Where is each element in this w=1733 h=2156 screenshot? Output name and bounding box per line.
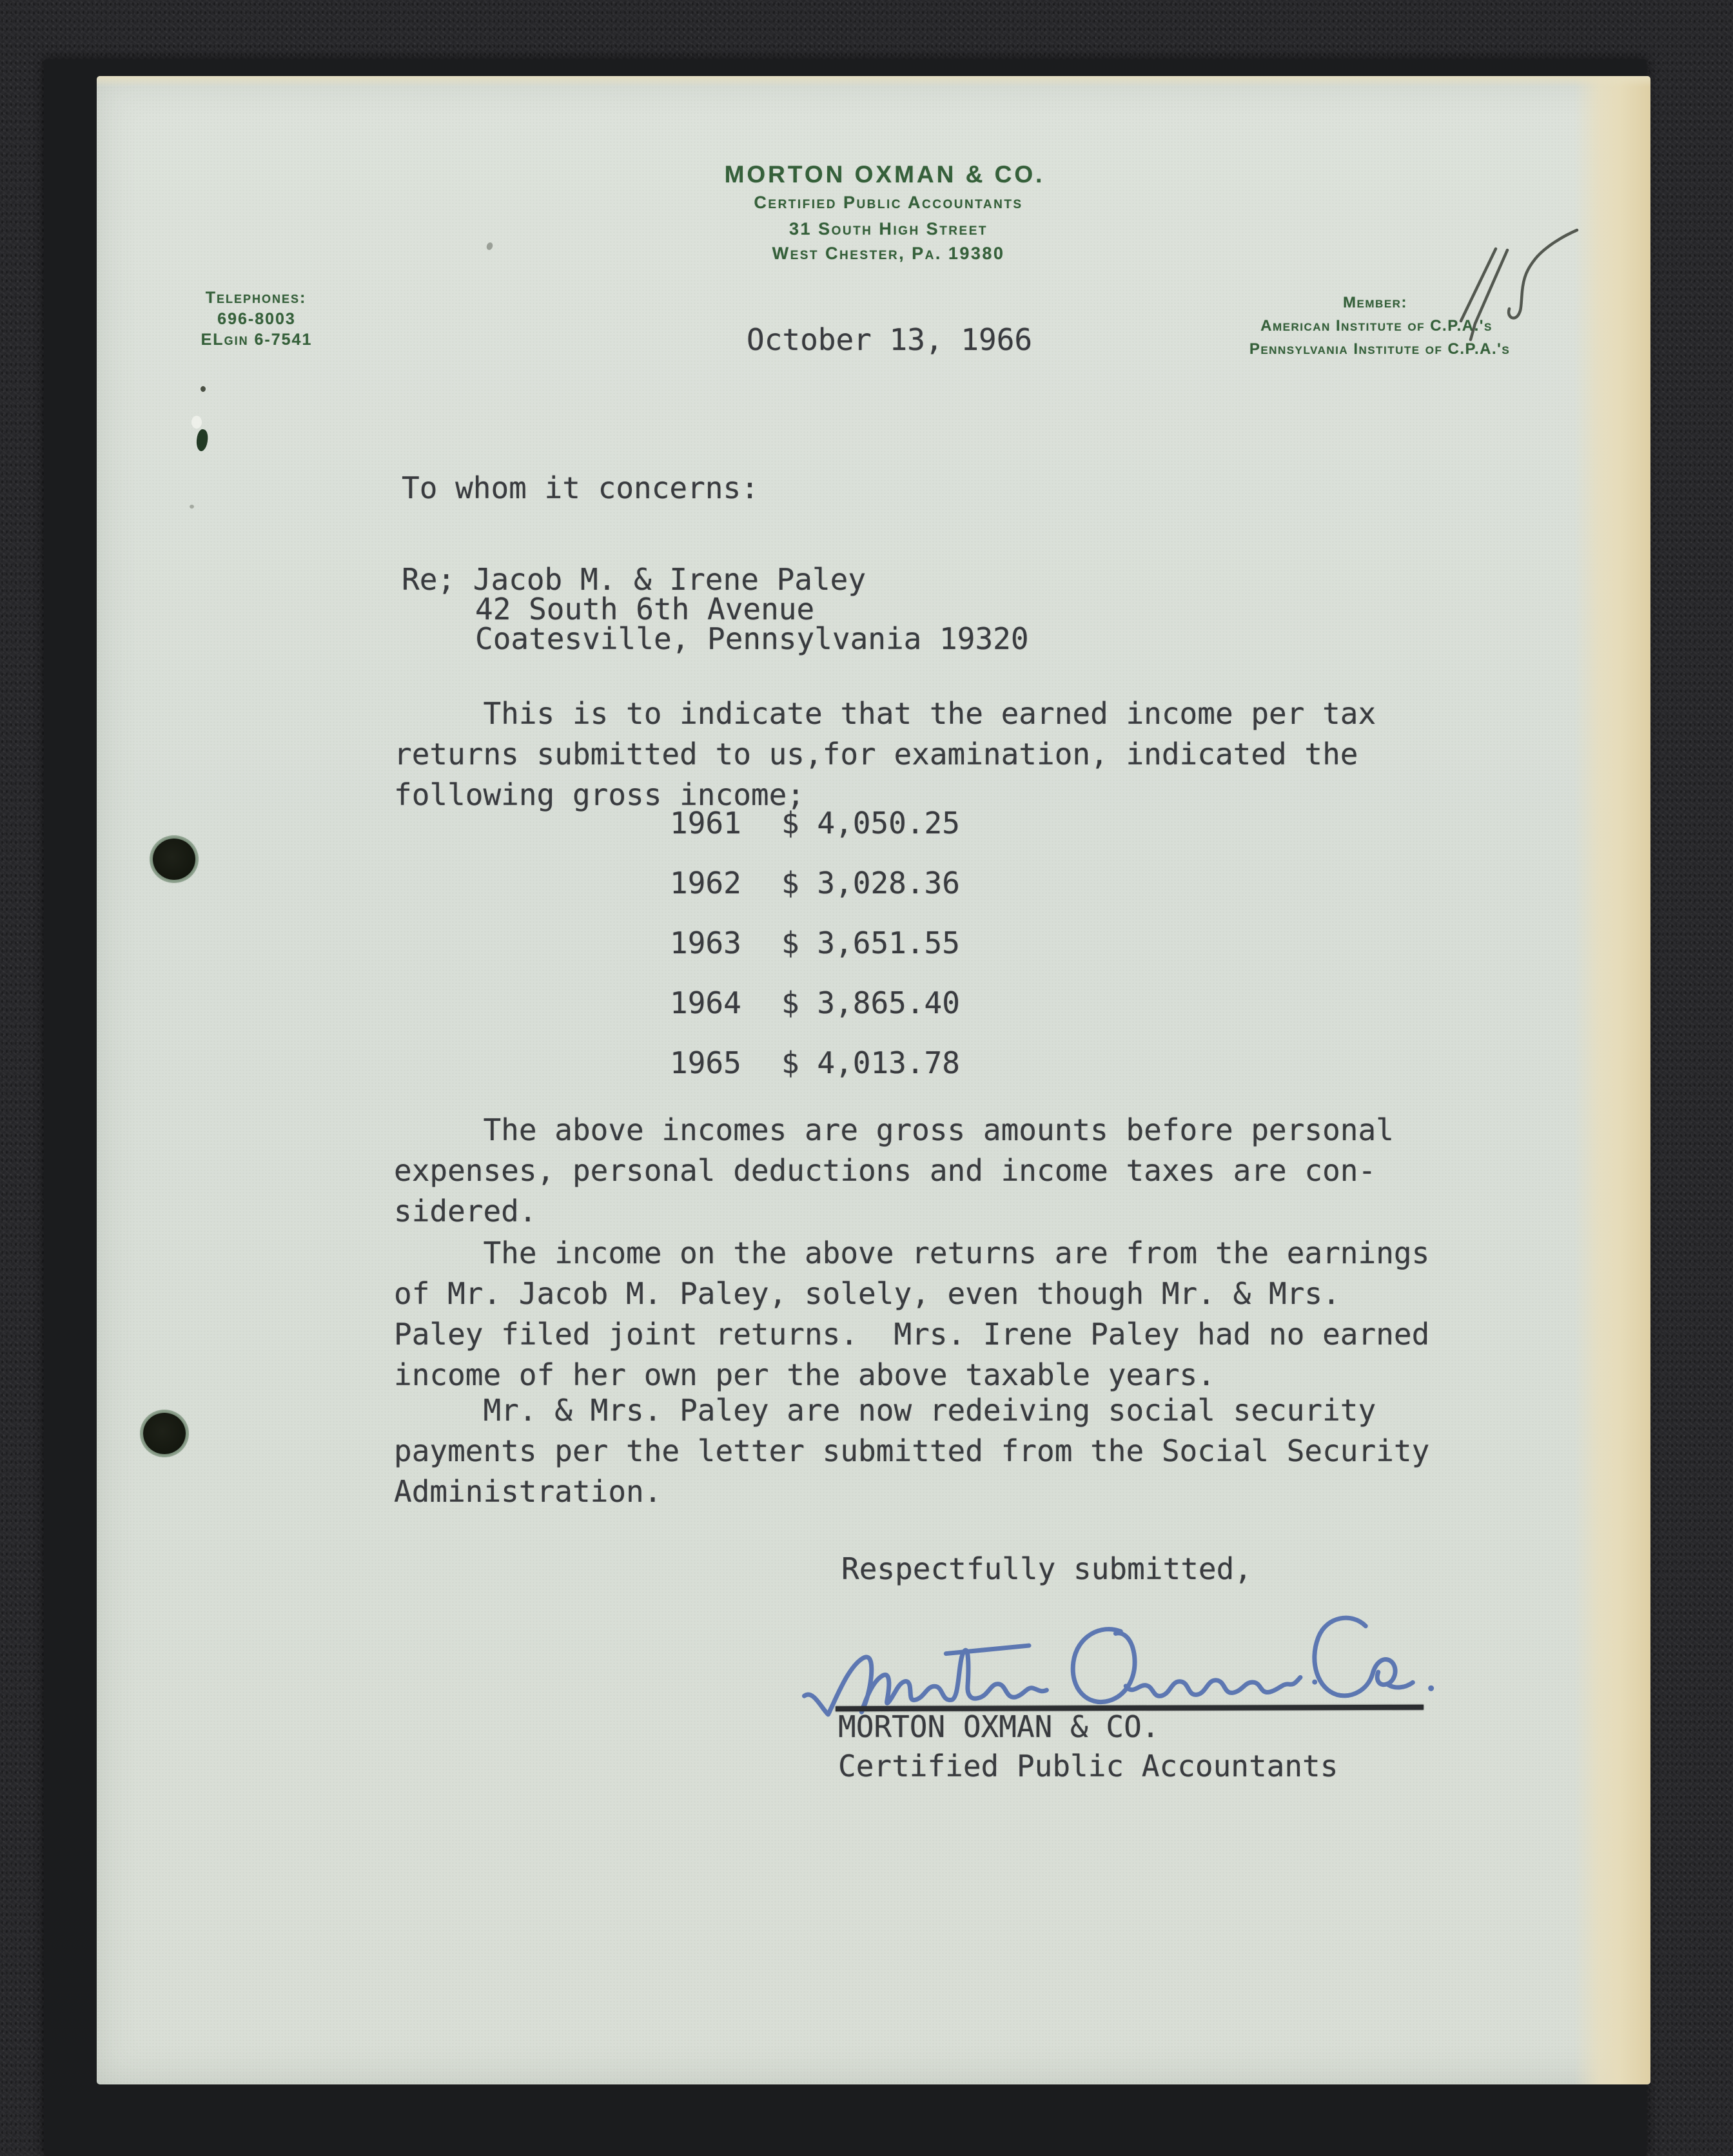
hole-punch-bottom: [143, 1413, 186, 1454]
letterhead-telephone-number-2: ELgin 6-7541: [201, 331, 313, 349]
yellowed-page-edge: [1574, 76, 1650, 2084]
paragraph-2-line-1: The above incomes are gross amounts before personal: [394, 1112, 1394, 1147]
income-row-year: 1963: [670, 926, 741, 960]
paragraph-3-line-3: Paley filed joint returns. Mrs. Irene Paley had no earned: [394, 1317, 1430, 1352]
letterhead-telephones-label: Telephones:: [205, 289, 307, 307]
paragraph-3-line-1: The income on the above returns are from the earnings: [394, 1236, 1430, 1270]
letterhead-telephone-number-1: 696-8003: [217, 310, 296, 328]
paper-speck: [190, 505, 194, 509]
income-row-amount: $ 4,050.25: [781, 806, 960, 840]
letter-date: October 13, 1966: [747, 322, 1033, 357]
closing: Respectfully submitted,: [841, 1551, 1252, 1586]
letterhead-member-org-1: American Institute of C.P.A.'s: [1260, 317, 1493, 335]
income-row-amount: $ 3,651.55: [781, 926, 960, 960]
income-row-amount: $ 3,865.40: [781, 986, 960, 1020]
re-line-1: Re; Jacob M. & Irene Paley: [402, 562, 866, 597]
letterhead-company-name: MORTON OXMAN & CO.: [724, 161, 1045, 188]
income-row-amount: $ 3,028.36: [781, 866, 960, 900]
income-row-year: 1964: [670, 986, 741, 1020]
letterhead-address-city: West Chester, Pa. 19380: [772, 244, 1005, 263]
paragraph-1-line-1: This is to indicate that the earned income per tax: [394, 696, 1376, 731]
income-row-amount: $ 4,013.78: [781, 1045, 960, 1080]
letterhead-member-org-2: Pennsylvania Institute of C.P.A.'s: [1249, 340, 1511, 358]
income-row-year: 1965: [670, 1045, 741, 1080]
income-row-year: 1961: [670, 806, 741, 840]
hole-punch-top: [153, 839, 195, 880]
paragraph-4-line-1: Mr. & Mrs. Paley are now redeiving social security: [394, 1393, 1376, 1428]
letterhead-member-label: Member:: [1343, 294, 1407, 311]
paragraph-3-line-2: of Mr. Jacob M. Paley, solely, even though Mr. & Mrs.: [394, 1276, 1340, 1311]
paragraph-3-line-4: income of her own per the above taxable years.: [394, 1357, 1215, 1392]
signed-company-title: Certified Public Accountants: [838, 1749, 1338, 1783]
paragraph-4-line-3: Administration.: [394, 1474, 662, 1509]
salutation: To whom it concerns:: [402, 471, 759, 505]
paper-speck: [191, 416, 202, 429]
re-line-3: Coatesville, Pennsylvania 19320: [475, 621, 1029, 656]
paragraph-2-line-2: expenses, personal deductions and income taxes are con-: [394, 1153, 1376, 1188]
letterhead-subtitle: Certified Public Accountants: [754, 193, 1023, 212]
yellowed-top-edge: [97, 76, 1650, 87]
handwritten-page-number: [1444, 213, 1592, 361]
income-row-year: 1962: [670, 866, 741, 900]
paper-speck: [201, 386, 206, 392]
paragraph-1-line-3: following gross income;: [394, 777, 805, 812]
paragraph-4-line-2: payments per the letter submitted from the Social Security: [394, 1433, 1430, 1468]
signed-company-name: MORTON OXMAN & CO.: [838, 1709, 1160, 1744]
paragraph-2-line-3: sidered.: [394, 1194, 537, 1229]
paragraph-1-line-2: returns submitted to us,for examination, indicated the: [394, 737, 1358, 772]
re-line-2: 42 South 6th Avenue: [475, 592, 815, 626]
letterhead-address-street: 31 South High Street: [789, 219, 988, 238]
